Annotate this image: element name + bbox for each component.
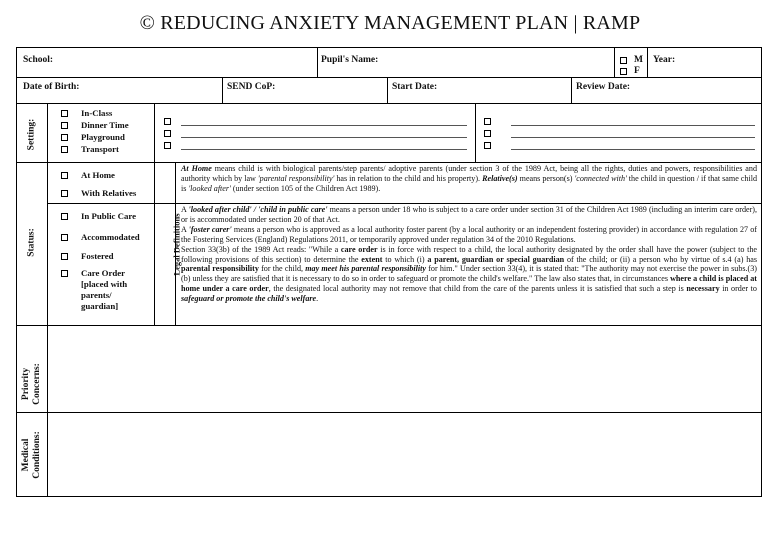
- pupils-name-label: Pupil's Name:: [321, 55, 379, 65]
- status-option-accommodated: Accommodated: [81, 232, 140, 242]
- gender-f-checkbox[interactable]: [620, 68, 627, 75]
- status-option-at-home: At Home: [81, 170, 115, 180]
- page-title: © REDUCING ANXIETY MANAGEMENT PLAN | RAMP: [139, 12, 641, 34]
- setting-checkbox-transport[interactable]: [61, 146, 68, 153]
- setting-extra-checkbox-6[interactable]: [484, 142, 491, 149]
- status-checkbox-with-relatives[interactable]: [61, 190, 68, 197]
- setting-extra-checkbox-2[interactable]: [164, 130, 171, 137]
- status-checkbox-accommodated[interactable]: [61, 234, 68, 241]
- setting-checkbox-dinner-time[interactable]: [61, 122, 68, 129]
- setting-checkbox-in-class[interactable]: [61, 110, 68, 117]
- start-date-label: Start Date:: [392, 82, 438, 92]
- priority-concerns-field[interactable]: [48, 326, 760, 411]
- status-option-care-order: Care Order: [81, 268, 126, 278]
- gender-m-checkbox[interactable]: [620, 57, 627, 64]
- setting-extra-checkbox-3[interactable]: [164, 142, 171, 149]
- setting-label: Setting:: [26, 118, 37, 151]
- setting-checkbox-playground[interactable]: [61, 134, 68, 141]
- status-checkbox-in-public-care[interactable]: [61, 213, 68, 220]
- setting-extra-line-2[interactable]: [181, 137, 467, 138]
- setting-option-in-class: In-Class: [81, 108, 113, 118]
- status-option-care-order-line2: [placed with: [81, 279, 128, 289]
- status-checkbox-fostered[interactable]: [61, 253, 68, 260]
- setting-option-dinner-time: Dinner Time: [81, 120, 129, 130]
- legal-definition-public-care: A 'looked after child' / 'child in public care' means a person under 18 who is subject to a care order under section 31 of the Children Act 1989 (including an interim care order), or is accommodated under section 20 of that Act. A 'foster carer' means a person who is approved as a local authority foster parent (by a local authority or an independent fostering provider) in accordance with regulation 27 of the Fostering Services (England) Regulations 2011, or temporarily approved under regulation 34 of the 2010 Regulations. Section 33(3b) of the 1989 Act reads: "While a care order is in force with respect to a child, the local authority designated by the order shall have the power (subject to the following provisions of this section) to determine the extent to which (i) a parent, guardian or special guardian of the child; or (ii) a person who by virtue of s.4 (a) has parental responsibility for the child, may meet his parental responsibility for him." Under section 33(4), it is stated that: "The authority may not exercise the power in subs.(3)(b) unless they are satisfied that it is necessary to do so in order to safeguard or promote the child's welfare." The law also states that, in circumstances where a child is placed at home under a care order, the designated local authority may not remove that child from the care of the parents unless it is satisfied that such a step is necessary in order to safeguard or promote the child's welfare.: [181, 205, 758, 304]
- status-option-in-public-care: In Public Care: [81, 211, 137, 221]
- priority-concerns-label: Priority Concerns:: [21, 363, 42, 405]
- setting-extra-line-4[interactable]: [511, 125, 755, 126]
- gender-m-label: M: [634, 55, 643, 65]
- setting-option-transport: Transport: [81, 144, 119, 154]
- legal-definitions-label: Legal Definitions: [171, 213, 182, 276]
- review-date-label: Review Date:: [576, 82, 631, 92]
- year-label: Year:: [653, 55, 676, 65]
- ramp-form: [16, 47, 762, 497]
- status-checkbox-at-home[interactable]: [61, 172, 68, 179]
- gender-f-label: F: [634, 66, 640, 76]
- status-option-fostered: Fostered: [81, 251, 114, 261]
- legal-definition-at-home: At Home means child is with biological parents/step parents/ adoptive parents (under section 3 of the 1989 Act, being all the rights, duties and powers, responsibilities and authority which by law 'parental responsibility' has in relation to the child and his property). Relative(s) means person(s) 'connected with' the child in question / if that same child is 'looked after' (under section 105 of the Children Act 1989).: [181, 164, 757, 193]
- medical-conditions-label: Medical Conditions:: [21, 431, 42, 479]
- setting-extra-line-3[interactable]: [181, 149, 467, 150]
- status-option-care-order-line4: guardian]: [81, 301, 119, 311]
- setting-extra-checkbox-5[interactable]: [484, 130, 491, 137]
- status-option-care-order-line3: parents/: [81, 290, 112, 300]
- send-cop-label: SEND CoP:: [227, 82, 276, 92]
- medical-conditions-field[interactable]: [48, 413, 760, 495]
- setting-extra-checkbox-4[interactable]: [484, 118, 491, 125]
- date-of-birth-label: Date of Birth:: [23, 82, 80, 92]
- status-label: Status:: [26, 228, 37, 257]
- status-checkbox-care-order[interactable]: [61, 270, 68, 277]
- setting-extra-checkbox-1[interactable]: [164, 118, 171, 125]
- setting-extra-line-6[interactable]: [511, 149, 755, 150]
- setting-extra-line-1[interactable]: [181, 125, 467, 126]
- school-label: School:: [23, 55, 54, 65]
- setting-extra-line-5[interactable]: [511, 137, 755, 138]
- status-option-with-relatives: With Relatives: [81, 188, 137, 198]
- setting-option-playground: Playground: [81, 132, 125, 142]
